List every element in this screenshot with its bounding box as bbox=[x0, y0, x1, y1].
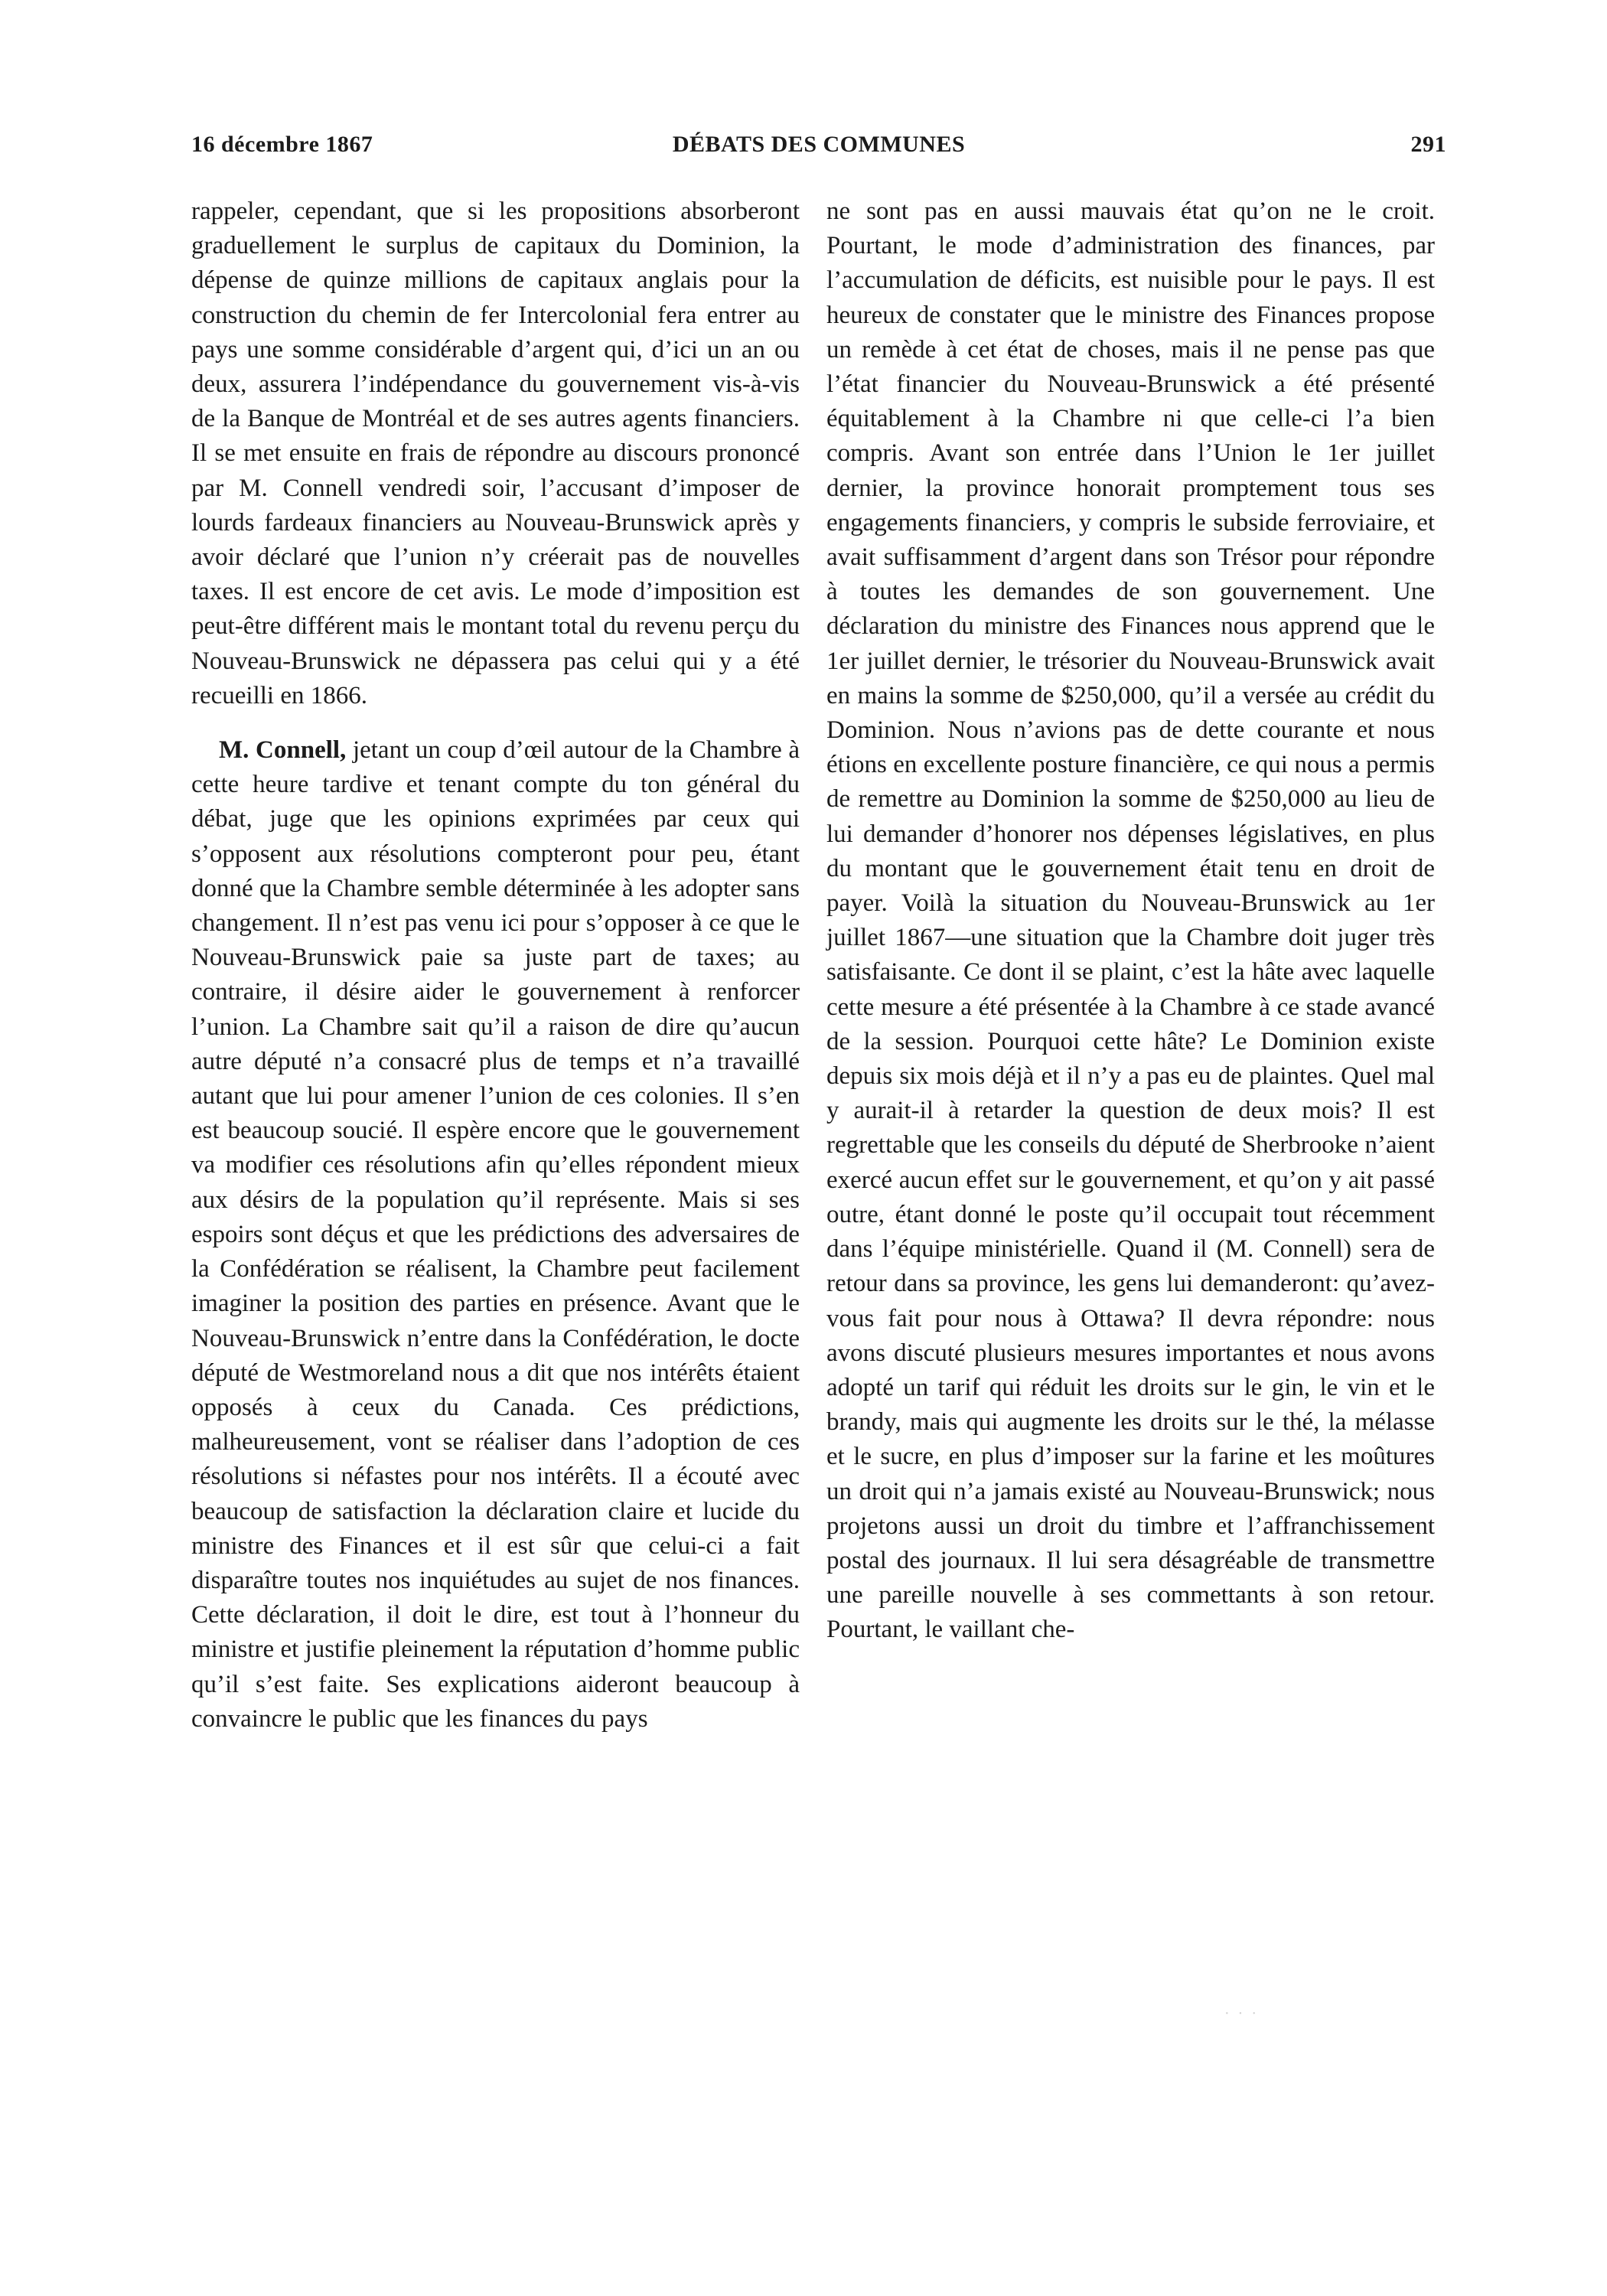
running-head bbox=[191, 132, 1446, 168]
left-paragraph-2-text: jetant un coup d’œil autour de la Chambre à cette heure tardive et tenant compte du ton général du débat, juge que les opinions exprimées par ceux qui s’opposent aux résolutions compteront pour peu, étant donné que la Chambre semble déterminée à les adopter sans changement. Il n’est pas venu ici pour s’opposer à ce que le Nouveau-Brunswick paie sa juste part de taxes; au contraire, il désire aider le gouvernement à renforcer l’union. La Chambre sait qu’il a raison de dire qu’aucun autre député n’a consacré plus de temps et n’a travaillé autant que lui pour amener l’union de ces colonies. Il s’en est beaucoup soucié. Il espère encore que le gouvernement va modifier ces résolutions afin qu’elles répondent mieux aux désirs de la population qu’il représente. Mais si ses espoirs sont déçus et que les prédictions des adversaires de la Confédération se réalisent, la Chambre peut facilement imaginer la position des parties en présence. Avant que le Nouveau-Brunswick n’entre dans la Confédération, le docte député de Westmoreland nous a dit que nos intérêts étaient opposés à ceux du Canada. Ces prédictions, malheureusement, vont se réaliser dans l’adoption de ces résolutions si néfastes pour nos intérêts. Il a écouté avec beaucoup de satisfaction la déclaration claire et lucide du ministre des Finances et il est sûr que celui-ci a fait disparaître toutes nos inquiétudes au sujet de nos finances. Cette déclaration, il doit le dire, est tout à l’honneur du ministre et justifie pleinement la réputation d’homme public qu’il s’est faite. Ses explications aideront beaucoup à convaincre le public que les finances du pays bbox=[191, 736, 800, 1733]
speaker-name: M. Connell, bbox=[219, 736, 347, 765]
left-paragraph-1: rappeler, cependant, que si les propositions absorberont graduellement le surplus de capitaux du Dominion, la dépense de quinze millions de capitaux anglais pour la construction du chemin de fer Intercolonial fera entrer au pays une somme considérable d’argent qui, d’ici un an ou deux, assurera l’indépendance du gouvernement vis-à-vis de la Banque de Montréal et de ses autres agents financiers. Il se met ensuite en frais de répondre au discours prononcé par M. Connell vendredi soir, l’accusant d’imposer de lourds fardeaux financiers au Nouveau-Brunswick après y avoir déclaré que l’union n’y créerait pas de nouvelles taxes. Il est encore de cet avis. Le mode d’imposition est peut-être différent mais le montant total du revenu perçu du Nouveau-Brunswick ne dépassera pas celui qui y a été recueilli en 1866. bbox=[191, 197, 800, 709]
header-date: 16 décembre 1867 bbox=[191, 132, 373, 157]
faint-scan-mark: · · · bbox=[1224, 2005, 1259, 2022]
left-paragraph-2 bbox=[191, 733, 800, 1737]
header-title: DÉBATS DES COMMUNES bbox=[672, 132, 966, 157]
left-column bbox=[191, 194, 800, 1737]
page-number: 291 bbox=[1410, 132, 1446, 157]
right-paragraph-1: ne sont pas en aussi mauvais état qu’on ne le croit. Pourtant, le mode d’administration des finances, par l’accumulation de déficits, est nuisible pour le pays. Il est heureux de constater que le ministre des Finances propose un remède à cet état de choses, mais il ne pense pas que l’état financier du Nouveau-Brunswick a été présenté équitablement à la Chambre ni que celle-ci l’a bien compris. Avant son entrée dans l’Union le 1er juillet dernier, la province honorait promptement tous ses engagements financiers, y compris le subside ferroviaire, et avait suffisamment d’argent dans son Trésor pour répondre à toutes les demandes de son gouvernement. Une déclaration du ministre des Finances nous apprend que le 1er juillet dernier, le trésorier du Nouveau-Brunswick avait en mains la somme de $250,000, qu’il a versée au crédit du Dominion. Nous n’avions pas de dette courante et nous étions en excellente posture financière, ce qui nous a permis de remettre au Dominion la somme de $250,000 au lieu de lui demander d’honorer nos dépenses législatives, en plus du montant que le gouvernement était tenu en droit de payer. Voilà la situation du Nouveau-Brunswick au 1er juillet 1867—une situation que la Chambre doit juger très satisfaisante. Ce dont il se plaint, c’est la hâte avec laquelle cette mesure a été présentée à la Chambre à ce stade avancé de la session. Pourquoi cette hâte? Le Dominion existe depuis six mois déjà et il n’y a pas eu de plaintes. Quel mal y aurait-il à retarder la question de deux mois? Il est regrettable que les conseils du député de Sherbrooke n’aient exercé aucun effet sur le gouvernement, et qu’on y ait passé outre, étant donné le poste qu’il occupait tout récemment dans l’équipe ministérielle. Quand il (M. Connell) sera de retour dans sa province, les gens lui demanderont: qu’avez-vous fait pour nous à Ottawa? Il devra répondre: nous avons discuté plusieurs mesures importantes et nous avons adopté un tarif qui réduit les droits sur le gin, le vin et le brandy, mais qui augmente les droits sur le thé, la mélasse et le sucre, en plus d’imposer sur la farine et les moûtures un droit qui n’a jamais existé au Nouveau-Brunswick; nous projetons aussi un droit du timbre et l’affranchissement postal des journaux. Il lui sera désagréable de transmettre une pareille nouvelle à ses commettants à son retour. Pourtant, le vaillant che- bbox=[826, 197, 1435, 1644]
right-column bbox=[826, 194, 1435, 1648]
